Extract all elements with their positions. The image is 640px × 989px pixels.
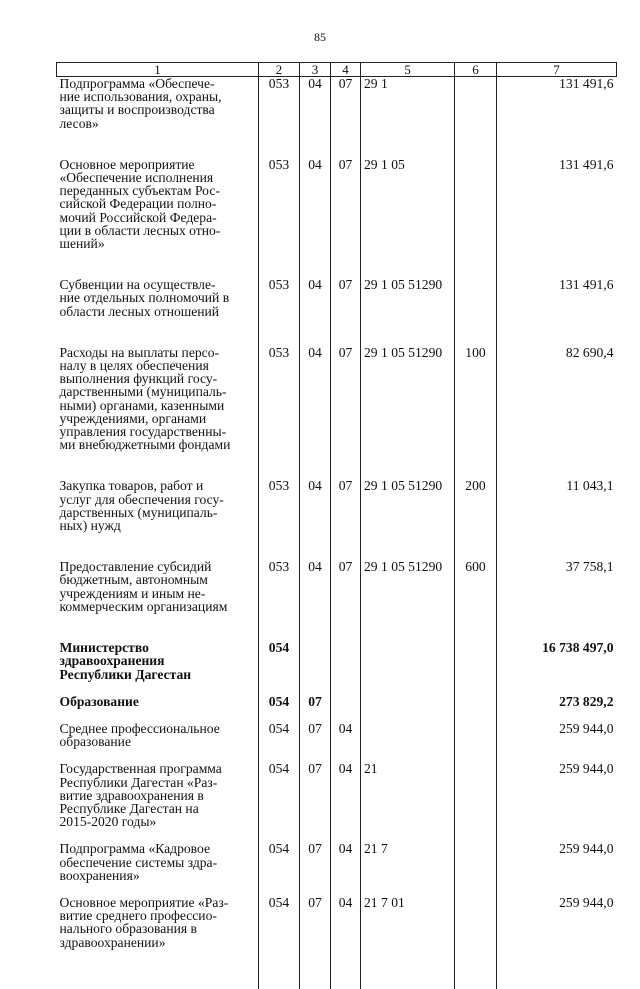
row-name: [57, 828, 259, 882]
row-code-2: [259, 77, 300, 130]
row-code-5: [361, 318, 455, 452]
cell-value: 259 944,0: [559, 720, 614, 736]
row-code-3: [300, 130, 331, 250]
row-name-line: бюджетным, автономным: [59, 572, 208, 588]
row-name-line: Республике Дагестан на: [59, 800, 199, 816]
column-header: 1: [57, 63, 259, 77]
row-name-line: воохранения»: [59, 867, 140, 883]
row-name-line: Образование: [59, 693, 139, 709]
row-code-3: [300, 613, 331, 681]
row-code-4: [331, 882, 361, 949]
row-code-3: [300, 451, 331, 532]
cell-value: 04: [338, 841, 353, 857]
row-name-line: управления государственны-: [59, 424, 227, 440]
cell-value: 04: [338, 720, 353, 736]
row-code-4: [331, 681, 361, 708]
row-code-6: [455, 532, 497, 613]
row-code-5: [361, 882, 455, 949]
cell-value: 054: [268, 720, 290, 736]
row-amount: [497, 828, 617, 882]
cell-value: 054: [268, 640, 290, 656]
cell-value: 07: [308, 761, 322, 777]
column-header: 4: [331, 63, 361, 77]
row-name-line: Министерство: [59, 640, 149, 656]
table-filler-row: [57, 949, 617, 989]
row-code-6: [455, 613, 497, 681]
table-row: [57, 748, 617, 828]
row-name-line: «Обеспечение исполнения: [59, 170, 214, 186]
row-code-6: [455, 250, 497, 318]
cell-value: 04: [308, 76, 322, 91]
cell-value: 053: [268, 559, 290, 575]
row-amount: [497, 708, 617, 748]
row-code-4: [331, 318, 361, 452]
cell-value: 600: [465, 559, 486, 575]
cell-value: 21 7 01: [364, 894, 405, 910]
row-code-2: [259, 681, 300, 708]
cell-value: 21 7: [364, 841, 388, 857]
row-amount: [497, 532, 617, 613]
table-row: [57, 882, 617, 949]
row-code-3: [300, 882, 331, 949]
cell-value: 29 1 05: [364, 156, 405, 172]
row-name-line: 2015-2020 годы»: [59, 814, 157, 830]
row-name-line: витие здравоохранения в: [59, 787, 204, 803]
filler-cell: [57, 949, 259, 989]
cell-value: 131 491,6: [559, 277, 614, 293]
row-name-line: здравоохранении»: [59, 934, 166, 950]
cell-value: 11 043,1: [566, 478, 614, 494]
row-code-3: [300, 532, 331, 613]
row-name-line: Республики Дагестан «Раз-: [59, 774, 218, 790]
row-name-line: Среднее профессиональное: [59, 720, 220, 736]
budget-table: [56, 62, 617, 989]
row-code-5: [361, 708, 455, 748]
cell-value: 07: [338, 344, 353, 360]
row-code-5: [361, 681, 455, 708]
row-code-2: [259, 748, 300, 828]
cell-value: 054: [268, 693, 290, 709]
cell-value: 04: [308, 156, 322, 172]
filler-cell: [259, 949, 300, 989]
cell-value: 273 829,2: [559, 693, 614, 709]
cell-value: 29 1: [364, 76, 388, 91]
row-code-6: [455, 748, 497, 828]
column-header: 7: [497, 63, 617, 77]
row-name: [57, 130, 259, 250]
column-header: 6: [455, 63, 497, 77]
row-code-6: [455, 451, 497, 532]
table-row: [57, 708, 617, 748]
row-name-line: здравоохранения: [59, 653, 165, 669]
row-name-line: выполнения функций госу-: [59, 371, 218, 387]
row-code-5: [361, 451, 455, 532]
row-name-line: Подпрограмма «Кадровое: [59, 841, 211, 857]
row-code-6: [455, 318, 497, 452]
row-name-line: шений»: [59, 236, 105, 252]
cell-value: 100: [465, 344, 486, 360]
row-name-line: мочий Российской Федера-: [59, 209, 217, 225]
cell-value: 131 491,6: [559, 156, 614, 172]
cell-value: 259 944,0: [559, 894, 614, 910]
row-name-line: дарственными (муниципаль-: [59, 384, 227, 400]
row-code-6: [455, 882, 497, 949]
row-name-line: ние использования, охраны,: [59, 89, 222, 105]
filler-cell: [331, 949, 361, 989]
table-row: [57, 451, 617, 532]
table-body: [57, 77, 617, 989]
cell-value: 054: [268, 894, 290, 910]
row-name-line: образование: [59, 734, 131, 750]
cell-value: 04: [308, 344, 322, 360]
cell-value: 053: [268, 344, 290, 360]
cell-value: 04: [308, 478, 322, 494]
row-amount: [497, 250, 617, 318]
cell-value: 07: [338, 156, 353, 172]
row-code-6: [455, 130, 497, 250]
row-amount: [497, 882, 617, 949]
table-row: [57, 681, 617, 708]
column-header: 5: [361, 63, 455, 77]
row-code-5: [361, 828, 455, 882]
row-code-4: [331, 130, 361, 250]
cell-value: 07: [308, 720, 322, 736]
row-name: [57, 318, 259, 452]
row-name-line: учреждениями, органами: [59, 410, 207, 426]
cell-value: 29 1 05 51290: [364, 478, 443, 494]
row-code-3: [300, 828, 331, 882]
column-header: 3: [300, 63, 331, 77]
row-name-line: ции в области лесных отно-: [59, 222, 221, 238]
row-name: [57, 250, 259, 318]
row-name-line: налу в целях обеспечения: [59, 358, 209, 374]
table-row: [57, 130, 617, 250]
cell-value: 07: [338, 478, 353, 494]
row-code-5: [361, 532, 455, 613]
row-code-6: [455, 828, 497, 882]
row-name-line: услуг для обеспечения госу-: [59, 491, 224, 507]
cell-value: 07: [308, 841, 322, 857]
row-name: [57, 77, 259, 130]
row-code-4: [331, 532, 361, 613]
table-row: [57, 250, 617, 318]
row-code-3: [300, 681, 331, 708]
row-name-line: переданных субъектам Рос-: [59, 183, 220, 199]
row-name: [57, 681, 259, 708]
row-code-3: [300, 708, 331, 748]
table-row: [57, 318, 617, 452]
row-code-5: [361, 613, 455, 681]
row-code-4: [331, 250, 361, 318]
row-name-line: Республики Дагестан: [59, 666, 192, 682]
row-code-5: [361, 748, 455, 828]
row-name-line: нального образования в: [59, 921, 197, 937]
row-name-line: Основное мероприятие: [59, 156, 195, 172]
row-name: [57, 451, 259, 532]
cell-value: 07: [338, 277, 353, 293]
row-code-4: [331, 828, 361, 882]
row-name: [57, 532, 259, 613]
cell-value: 04: [308, 559, 322, 575]
row-name-line: защиты и воспроизводства: [59, 102, 215, 118]
cell-value: 16 738 497,0: [542, 640, 614, 656]
row-amount: [497, 318, 617, 452]
column-header: 2: [259, 63, 300, 77]
row-name: [57, 882, 259, 949]
cell-value: 29 1 05 51290: [364, 277, 443, 293]
table-row: [57, 77, 617, 130]
row-amount: [497, 130, 617, 250]
row-code-2: [259, 532, 300, 613]
cell-value: 21: [364, 761, 378, 777]
row-code-2: [259, 828, 300, 882]
row-code-2: [259, 130, 300, 250]
row-name: [57, 748, 259, 828]
cell-value: 053: [268, 156, 290, 172]
cell-value: 131 491,6: [559, 76, 614, 91]
row-amount: [497, 613, 617, 681]
row-code-6: [455, 77, 497, 130]
cell-value: 07: [338, 559, 353, 575]
row-code-2: [259, 250, 300, 318]
cell-value: 82 690,4: [565, 344, 614, 360]
filler-cell: [300, 949, 331, 989]
cell-value: 053: [268, 76, 290, 91]
cell-value: 04: [338, 761, 353, 777]
cell-value: 054: [268, 841, 290, 857]
cell-value: 37 758,1: [565, 559, 614, 575]
table-row: [57, 613, 617, 681]
row-code-4: [331, 77, 361, 130]
row-name-line: Предоставление субсидий: [59, 559, 212, 575]
row-name-line: витие среднего профессио-: [59, 908, 217, 924]
row-code-4: [331, 748, 361, 828]
row-code-6: [455, 681, 497, 708]
cell-value: 054: [268, 761, 290, 777]
row-code-3: [300, 250, 331, 318]
row-name-line: сийской Федерации полно-: [59, 196, 217, 212]
cell-value: 04: [308, 277, 322, 293]
cell-value: 07: [308, 693, 322, 709]
row-code-4: [331, 451, 361, 532]
cell-value: 29 1 05 51290: [364, 344, 443, 360]
row-name-line: Закупка товаров, работ и: [59, 478, 204, 494]
row-code-2: [259, 708, 300, 748]
row-code-6: [455, 708, 497, 748]
row-name-line: Субвенции на осуществле-: [59, 277, 216, 293]
row-amount: [497, 681, 617, 708]
cell-value: 200: [465, 478, 486, 494]
page-number: 85: [314, 30, 326, 44]
row-name-line: лесов»: [59, 115, 99, 131]
row-name-line: Подпрограмма «Обеспече-: [59, 76, 215, 91]
filler-cell: [455, 949, 497, 989]
row-code-3: [300, 77, 331, 130]
row-code-3: [300, 748, 331, 828]
row-name-line: коммерческим организациям: [59, 598, 228, 614]
table-row: [57, 532, 617, 613]
row-name-line: ных) нужд: [59, 518, 121, 534]
row-code-5: [361, 130, 455, 250]
cell-value: 053: [268, 478, 290, 494]
row-name-line: учреждениям и иным не-: [59, 585, 206, 601]
row-name-line: ными) органами, казенными: [59, 397, 225, 413]
cell-value: 053: [268, 277, 290, 293]
cell-value: 259 944,0: [559, 841, 614, 857]
row-name-line: Расходы на выплаты персо-: [59, 344, 220, 360]
row-code-2: [259, 613, 300, 681]
row-code-2: [259, 882, 300, 949]
row-code-2: [259, 318, 300, 452]
filler-cell: [361, 949, 455, 989]
row-code-5: [361, 77, 455, 130]
cell-value: 259 944,0: [559, 761, 614, 777]
row-name-line: Основное мероприятие «Раз-: [59, 894, 229, 910]
filler-cell: [497, 949, 617, 989]
row-code-4: [331, 708, 361, 748]
row-code-2: [259, 451, 300, 532]
row-amount: [497, 451, 617, 532]
row-code-4: [331, 613, 361, 681]
row-name-line: Государственная программа: [59, 761, 222, 777]
row-name: [57, 613, 259, 681]
table-row: [57, 828, 617, 882]
row-code-5: [361, 250, 455, 318]
cell-value: 07: [338, 76, 353, 91]
table-header-row: [57, 63, 617, 77]
cell-value: 04: [338, 894, 353, 910]
cell-value: 07: [308, 894, 322, 910]
cell-value: 29 1 05 51290: [364, 559, 443, 575]
row-name-line: обеспечение системы здра-: [59, 854, 218, 870]
row-name-line: области лесных отношений: [59, 303, 220, 319]
row-name-line: ние отдельных полномочий в: [59, 290, 230, 306]
row-amount: [497, 77, 617, 130]
row-name-line: ми внебюджетными фондами: [59, 437, 231, 453]
row-name-line: дарственных (муниципаль-: [59, 504, 218, 520]
row-name: [57, 708, 259, 748]
row-code-3: [300, 318, 331, 452]
row-amount: [497, 748, 617, 828]
